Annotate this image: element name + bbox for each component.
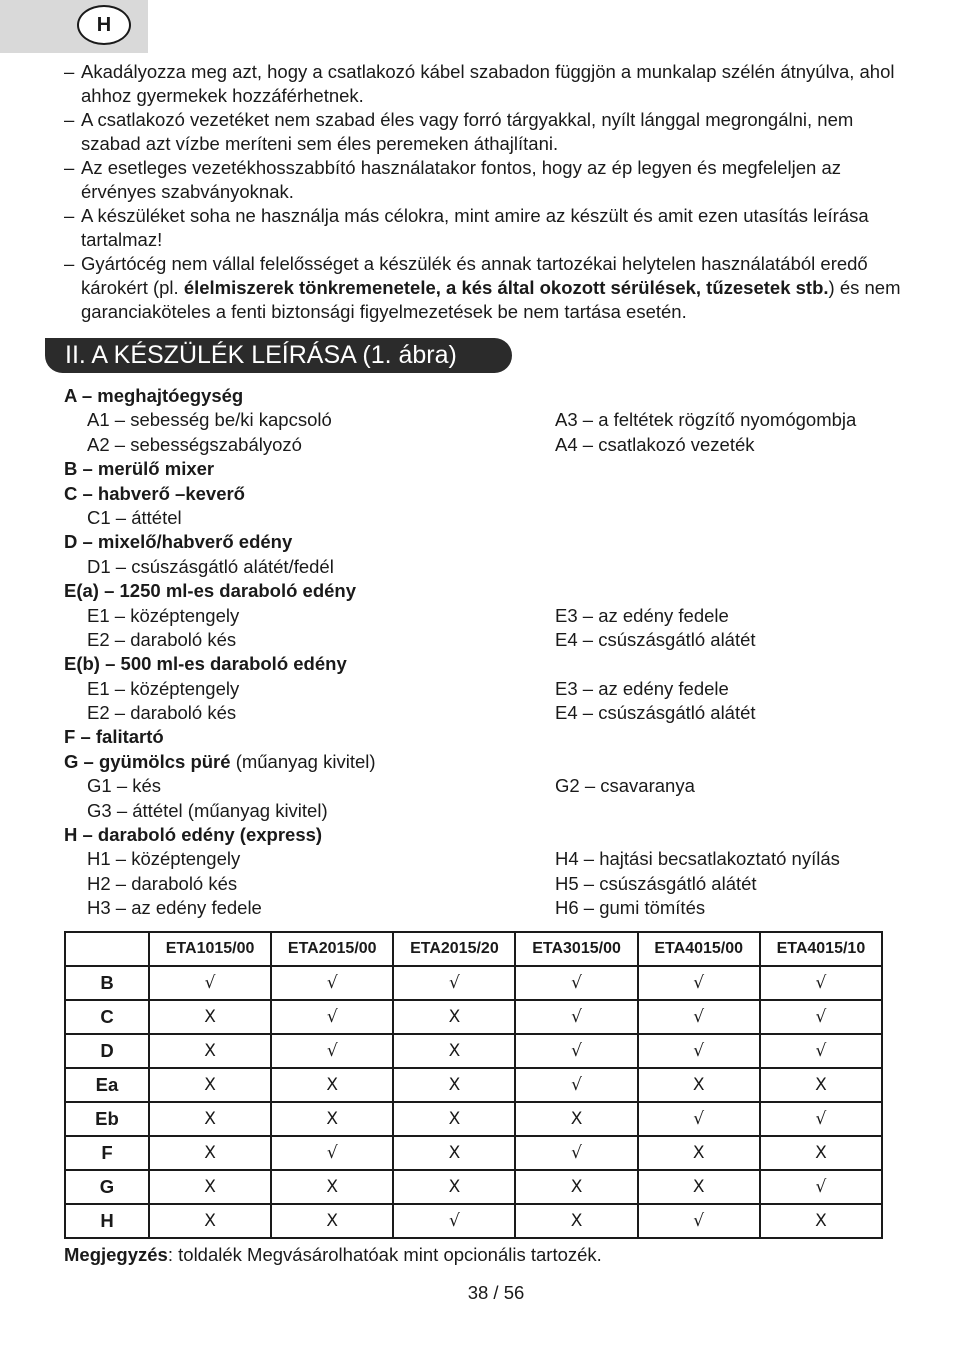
table-cell: X bbox=[393, 1000, 515, 1034]
row-label: B bbox=[65, 966, 149, 1000]
part-group-a: A – meghajtóegység bbox=[64, 385, 244, 406]
table-cell: X bbox=[515, 1170, 637, 1204]
table-cell: X bbox=[393, 1170, 515, 1204]
language-tab bbox=[0, 0, 148, 53]
table-cell: √ bbox=[760, 1170, 882, 1204]
part-group-h: H – daraboló edény (express) bbox=[64, 824, 323, 846]
table-cell: X bbox=[149, 1102, 271, 1136]
page-number: 38 / 56 bbox=[467, 1282, 525, 1303]
table-cell: X bbox=[149, 1170, 271, 1204]
row-label: F bbox=[65, 1136, 149, 1170]
table-cell: X bbox=[393, 1068, 515, 1102]
header-cell: ETA4015/00 bbox=[638, 932, 760, 966]
table-cell: √ bbox=[638, 1034, 760, 1068]
part-item: H1 – középtengely bbox=[87, 848, 241, 870]
section-title: II. A KÉSZÜLÉK LEÍRÁSA (1. ábra) bbox=[45, 338, 512, 373]
part-group-c: C – habverő –keverő bbox=[64, 482, 245, 504]
part-item: E2 – daraboló kés bbox=[87, 702, 237, 724]
table-cell: √ bbox=[638, 1000, 760, 1034]
table-cell: X bbox=[760, 1136, 882, 1170]
part-item: E1 – középtengely bbox=[87, 604, 240, 626]
table-row bbox=[65, 1068, 882, 1102]
part-group-d: D – mixelő/habverő edény bbox=[64, 531, 293, 553]
compatibility-table bbox=[64, 931, 883, 1239]
table-row bbox=[65, 966, 882, 1000]
row-label: C bbox=[65, 1000, 149, 1034]
part-item: H4 – hajtási becsatlakoztató nyílás bbox=[555, 848, 840, 870]
part-item: H3 – az edény fedele bbox=[87, 897, 262, 919]
table-cell: X bbox=[149, 1068, 271, 1102]
part-item: C1 – áttétel bbox=[87, 506, 182, 528]
table-cell: √ bbox=[760, 1102, 882, 1136]
part-group-b: B – merülő mixer bbox=[64, 458, 215, 480]
part-item: G2 – csavaranya bbox=[555, 775, 695, 797]
table-row bbox=[65, 1000, 882, 1034]
table-cell: √ bbox=[760, 1000, 882, 1034]
part-item: D1 – csúszásgátló alátét/fedél bbox=[87, 555, 334, 577]
table-cell: X bbox=[149, 1204, 271, 1238]
table-cell: X bbox=[271, 1102, 393, 1136]
list-item: – Gyártócég nem vállal felelősséget a készülék és annak tartozékai helytelen használatából eredő károkért (pl. élelmiszerek tönkremenetele, a kés által okozott sérülések, tűzesetek stb.) és nem garanciaköteles a fenti biztonsági figyelmezetések be nem tartása esetén. bbox=[64, 253, 901, 322]
table-cell: X bbox=[515, 1102, 637, 1136]
part-item: A1 – sebesség be/ki kapcsoló bbox=[87, 409, 332, 431]
table-cell: X bbox=[638, 1136, 760, 1170]
part-item: E3 – az edény fedele bbox=[555, 677, 729, 699]
parts-list bbox=[64, 384, 924, 921]
part-group-eb: E(b) – 500 ml-es daraboló edény bbox=[64, 653, 347, 675]
part-item: E1 – középtengely bbox=[87, 677, 240, 699]
table-cell: X bbox=[638, 1170, 760, 1204]
table-cell: √ bbox=[515, 1068, 637, 1102]
header-cell: ETA3015/00 bbox=[515, 932, 637, 966]
table-row bbox=[65, 1102, 882, 1136]
part-group-f: F – falitartó bbox=[64, 726, 164, 748]
part-item: A2 – sebességszabályozó bbox=[87, 433, 302, 455]
part-item: G1 – kés bbox=[87, 775, 162, 797]
note bbox=[64, 1243, 602, 1267]
table-cell: X bbox=[638, 1068, 760, 1102]
table-cell: X bbox=[515, 1204, 637, 1238]
table-cell: √ bbox=[638, 1204, 760, 1238]
table-cell: X bbox=[149, 1034, 271, 1068]
header-cell: ETA2015/00 bbox=[271, 932, 393, 966]
part-group-g: G – gyümölcs püré (műanyag kivitel) bbox=[64, 750, 376, 772]
header-cell: ETA2015/20 bbox=[393, 932, 515, 966]
row-label: Ea bbox=[65, 1068, 149, 1102]
table-cell: √ bbox=[515, 1034, 637, 1068]
header-cell: ETA1015/00 bbox=[149, 932, 271, 966]
table-cell: X bbox=[271, 1068, 393, 1102]
part-item: E2 – daraboló kés bbox=[87, 628, 237, 650]
table-row bbox=[65, 1034, 882, 1068]
table-cell: X bbox=[271, 1204, 393, 1238]
table-cell: √ bbox=[760, 1034, 882, 1068]
table-cell: √ bbox=[271, 966, 393, 1000]
table-cell: √ bbox=[515, 966, 637, 1000]
header-cell bbox=[65, 932, 149, 966]
table-cell: X bbox=[760, 1204, 882, 1238]
list-item: – Akadályozza meg azt, hogy a csatlakozó kábel szabadon függjön a munkalap szélén átnyúlva, ahol ahhoz gyermekek hozzáférhetnek. bbox=[64, 61, 895, 106]
part-item: A4 – csatlakozó vezeték bbox=[555, 433, 755, 455]
part-group-ea: E(a) – 1250 ml-es daraboló edény bbox=[64, 580, 357, 602]
list-item: – A csatlakozó vezetéket nem szabad éles vagy forró tárgyakkal, nyílt lánggal megrongálni, nem szabad azt vízbe meríteni sem éles peremeken áthajlítani. bbox=[64, 109, 854, 154]
part-item: E3 – az edény fedele bbox=[555, 604, 729, 626]
table-cell: √ bbox=[638, 966, 760, 1000]
safety-bullet-list bbox=[64, 60, 914, 324]
table-cell: √ bbox=[271, 1034, 393, 1068]
row-label: G bbox=[65, 1170, 149, 1204]
part-item: G3 – áttétel (műanyag kivitel) bbox=[87, 799, 328, 821]
part-item: H6 – gumi tömítés bbox=[555, 897, 706, 919]
part-item: E4 – csúszásgátló alátét bbox=[555, 702, 756, 724]
row-label: D bbox=[65, 1034, 149, 1068]
table-cell: √ bbox=[271, 1000, 393, 1034]
table-cell: √ bbox=[638, 1102, 760, 1136]
row-label: Eb bbox=[65, 1102, 149, 1136]
table-row bbox=[65, 1204, 882, 1238]
row-label: H bbox=[65, 1204, 149, 1238]
table-cell: X bbox=[393, 1136, 515, 1170]
note-label: Megjegyzés bbox=[64, 1244, 168, 1265]
part-item: H2 – daraboló kés bbox=[87, 872, 238, 894]
table-cell: √ bbox=[515, 1000, 637, 1034]
part-item: A3 – a feltétek rögzítő nyomógombja bbox=[555, 409, 857, 431]
table-row bbox=[65, 1136, 882, 1170]
part-item: E4 – csúszásgátló alátét bbox=[555, 628, 756, 650]
language-badge: H bbox=[77, 5, 131, 45]
list-item: – Az esetleges vezetékhosszabbító használatakor fontos, hogy az ép legyen és megfeleljen az érvényes szabványoknak. bbox=[64, 157, 841, 202]
table-row bbox=[65, 1170, 882, 1204]
table-cell: √ bbox=[393, 966, 515, 1000]
table-cell: √ bbox=[515, 1136, 637, 1170]
list-item: – A készüléket soha ne használja más célokra, mint amire az készült és amit ezen utasítás leírása tartalmaz! bbox=[64, 205, 869, 250]
table-cell: X bbox=[149, 1136, 271, 1170]
header-cell: ETA4015/10 bbox=[760, 932, 882, 966]
table-cell: √ bbox=[393, 1204, 515, 1238]
table-cell: √ bbox=[149, 966, 271, 1000]
table-cell: X bbox=[393, 1102, 515, 1136]
table-header-row bbox=[65, 932, 882, 966]
table-cell: √ bbox=[760, 966, 882, 1000]
table-cell: X bbox=[271, 1170, 393, 1204]
table-cell: X bbox=[760, 1068, 882, 1102]
table-cell: X bbox=[149, 1000, 271, 1034]
table-cell: √ bbox=[271, 1136, 393, 1170]
table-cell: X bbox=[393, 1034, 515, 1068]
part-item: H5 – csúszásgátló alátét bbox=[555, 872, 757, 894]
note-text: : toldalék Megvásárolhatóak mint opcionális tartozék. bbox=[167, 1244, 602, 1265]
